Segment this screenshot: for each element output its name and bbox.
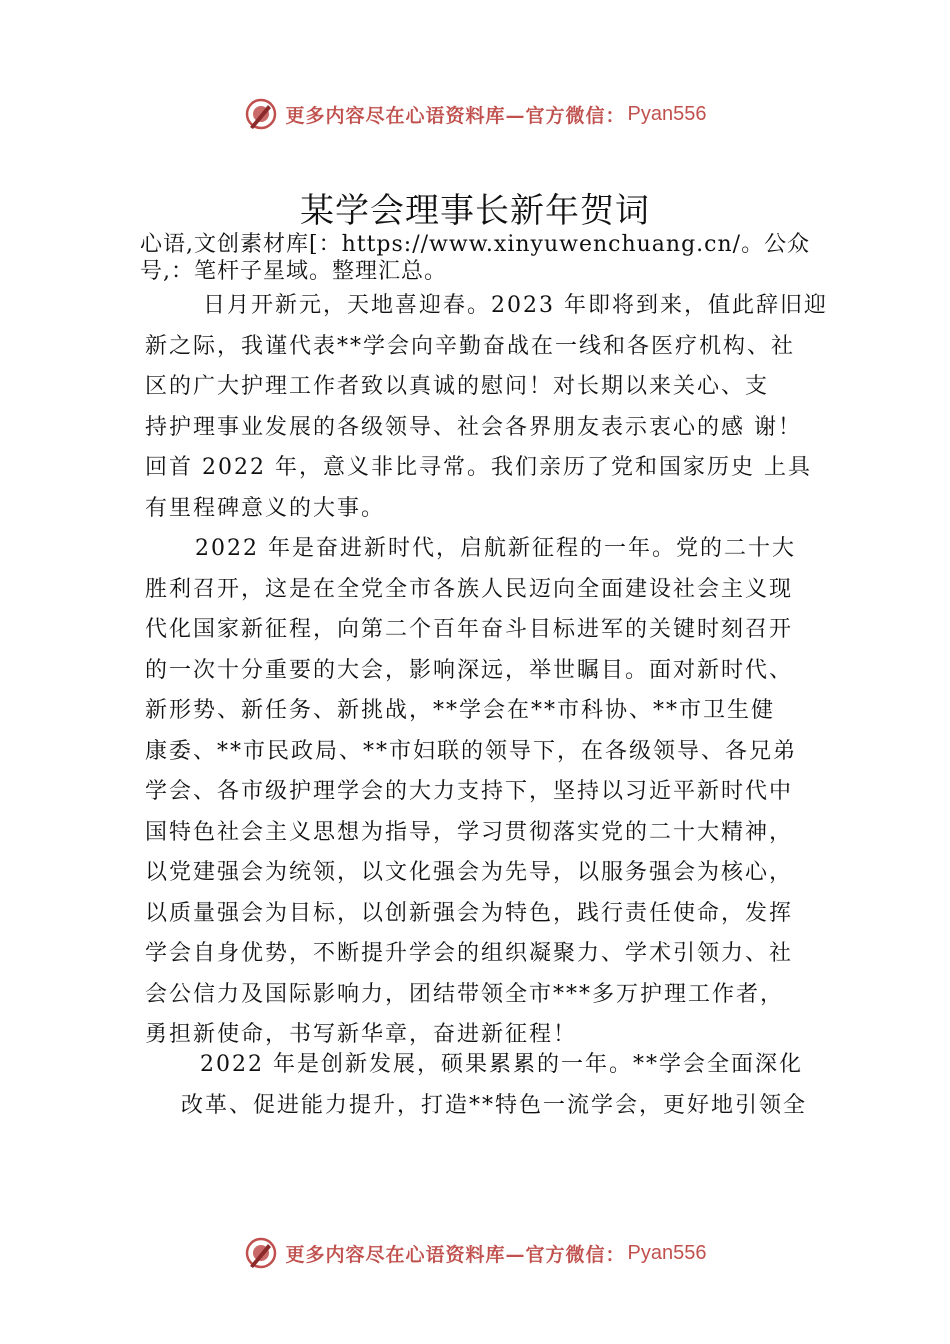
- banner-wechat-id: Pyan556: [627, 102, 707, 125]
- text-line: 学会自身优势，不断提升学会的组织凝聚力、学术引领力、社: [145, 941, 794, 966]
- text-line: 以质量强会为目标，以创新强会为特色，践行责任使命，发挥: [145, 900, 794, 926]
- paragraph-1: [145, 286, 835, 529]
- footer-banner: [0, 1233, 950, 1273]
- text-line: 持护理事业发展的各级领导、社会各界朋友表示衷心的感 谢！: [145, 414, 802, 440]
- text-line: 回首 2022 年，意义非比寻常。我们亲历了党和国家历史 上具: [145, 455, 812, 480]
- text-line: 改革、促进能力提升，打造**特色一流学会，更好地引领全: [181, 1092, 808, 1118]
- paragraph-2: [145, 529, 835, 1056]
- source-line: 号,：笔杆子星域。整理汇总。: [140, 259, 447, 284]
- text-line: 胜利召开，这是在全党全市各族人民迈向全面建设社会主义现: [145, 576, 794, 602]
- source-note: [140, 231, 840, 285]
- banner-wechat-id: Pyan556: [627, 1241, 707, 1264]
- paragraph-3: [145, 1045, 835, 1126]
- text-line: 有里程碑意义的大事。: [145, 495, 386, 521]
- text-line: 日月开新元，天地喜迎春。2023 年即将到来，值此辞旧迎: [203, 293, 828, 318]
- text-line: 新之际，我谨代表**学会向辛勤奋战在一线和各医疗机构、社: [145, 333, 796, 359]
- text-line: 康委、**市民政局、**市妇联的领导下，在各级领导、各兄弟: [145, 738, 798, 764]
- banner-text: 更多内容尽在心语资料库—官方微信：: [285, 104, 626, 127]
- text-line: 新形势、新任务、新挑战，**学会在**市科协、**市卫生健: [145, 698, 776, 723]
- text-line: 的一次十分重要的大会，影响深远，举世瞩目。面对新时代、: [145, 657, 794, 683]
- text-line: 2022 年是创新发展，硕果累累的一年。**学会全面深化: [200, 1052, 803, 1077]
- header-banner: [0, 94, 950, 134]
- document-title: 某学会理事长新年贺词: [300, 191, 650, 231]
- text-line: 2022 年是奋进新时代，启航新征程的一年。党的二十大: [195, 536, 796, 561]
- text-line: 代化国家新征程，向第二个百年奋斗目标进军的关键时刻召开: [145, 617, 794, 642]
- text-line: 国特色社会主义思想为指导，学习贯彻落实党的二十大精神，: [145, 819, 794, 845]
- text-line: 学会、各市级护理学会的大力支持下，坚持以习近平新时代中: [145, 779, 794, 804]
- banner-text: 更多内容尽在心语资料库—官方微信：: [285, 1243, 626, 1266]
- text-line: 以党建强会为统领，以文化强会为先导，以服务强会为核心，: [145, 860, 794, 885]
- text-line: 会公信力及国际影响力，团结带领全市***多万护理工作者，: [145, 981, 785, 1007]
- pen-logo-icon: [244, 1236, 278, 1270]
- source-line: 心语,文创素材库[：https://www.xinyuwenchuang.cn/。公众: [140, 232, 811, 257]
- text-line: 勇担新使命，书写新华章，奋进新征程！: [145, 1022, 578, 1047]
- pen-logo-icon: [244, 97, 278, 131]
- text-line: 区的广大护理工作者致以真诚的慰问！对长期以来关心、支: [145, 374, 770, 399]
